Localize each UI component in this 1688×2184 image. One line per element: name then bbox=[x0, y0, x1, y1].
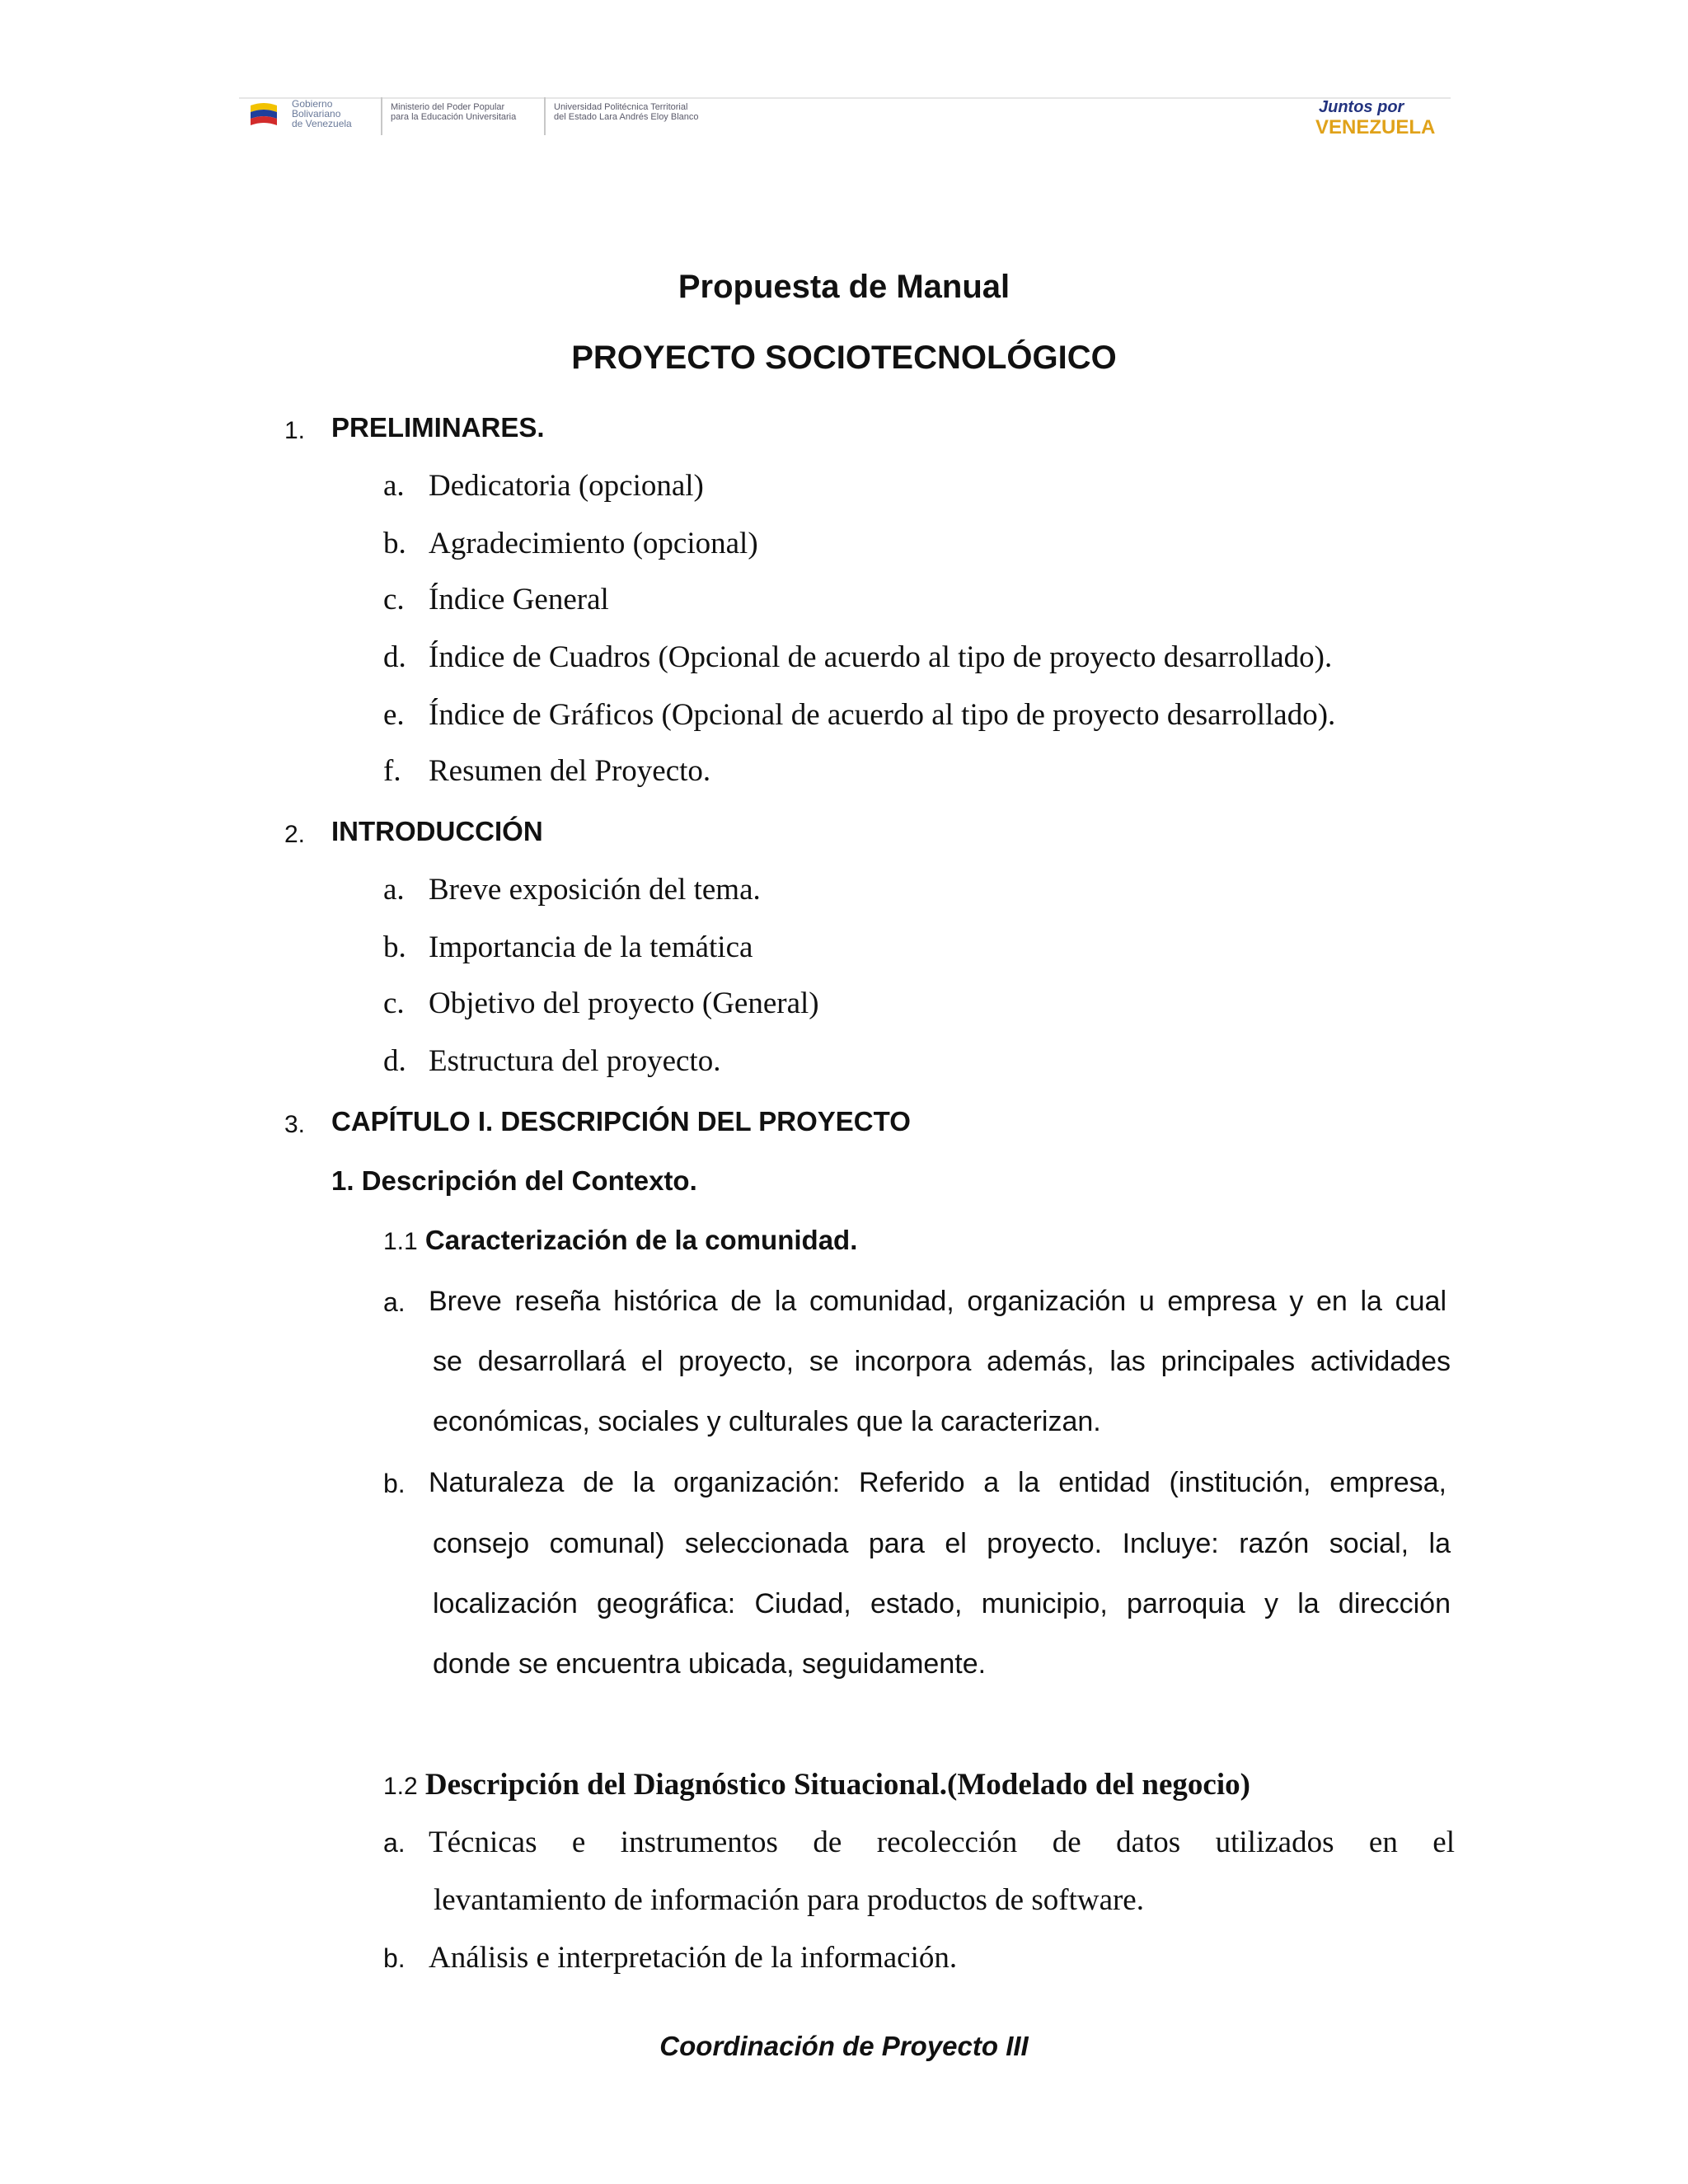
header-separator bbox=[381, 97, 382, 135]
government-label bbox=[292, 99, 352, 129]
university-line-1: Universidad Politécnica Territorial bbox=[554, 102, 688, 112]
subsection-title: Descripción del Diagnóstico Situacional.(Modelado del negocio) bbox=[424, 1768, 1250, 1802]
section-number: 1. bbox=[284, 417, 306, 444]
list-letter: b. bbox=[383, 930, 406, 964]
seal-line-1: Gobierno bbox=[292, 98, 333, 110]
paragraph-line: consejo comunal) seleccionada para el proyecto. Incluye: razón social, la bbox=[433, 1528, 1451, 1559]
subsection-heading: 1. Descripción del Contexto. bbox=[331, 1165, 697, 1196]
list-letter: a. bbox=[383, 1828, 406, 1858]
list-item: Resumen del Proyecto. bbox=[429, 754, 711, 788]
list-letter: a. bbox=[383, 1287, 406, 1317]
paragraph-line: Naturaleza de la organización: Referido a la entidad (institución, empresa, bbox=[429, 1467, 1447, 1498]
list-letter: a. bbox=[383, 873, 405, 907]
section-number: 2. bbox=[284, 821, 306, 848]
paragraph-line: Técnicas e instrumentos de recolección de datos utilizados en el bbox=[429, 1825, 1455, 1859]
paragraph-line: donde se encuentra ubicada, seguidamente. bbox=[433, 1648, 987, 1680]
paragraph-line: levantamiento de información para productos de software. bbox=[434, 1883, 1144, 1917]
paragraph-line: Análisis e interpretación de la información. bbox=[429, 1941, 958, 1975]
header-separator bbox=[544, 97, 546, 135]
university-line-2: del Estado Lara Andrés Eloy Blanco bbox=[554, 112, 699, 122]
subsection-number: 1.1 bbox=[383, 1228, 418, 1255]
section-heading: INTRODUCCIÓN bbox=[331, 816, 543, 846]
paragraph-line: localización geográfica: Ciudad, estado, municipio, parroquia y la dirección bbox=[433, 1588, 1451, 1619]
section-heading: PRELIMINARES. bbox=[331, 412, 545, 443]
list-letter: b. bbox=[383, 527, 406, 560]
seal-line-2: Bolivariano bbox=[292, 108, 341, 120]
list-letter: d. bbox=[383, 1044, 406, 1078]
paragraph-line: económicas, sociales y culturales que la caracterizan. bbox=[433, 1406, 1101, 1437]
list-letter: f. bbox=[383, 754, 401, 788]
paragraph-line: se desarrollará el proyecto, se incorpora además, las principales actividades bbox=[433, 1346, 1451, 1377]
list-item: Índice de Cuadros (Opcional de acuerdo al tipo de proyecto desarrollado). bbox=[429, 640, 1333, 674]
list-item: Dedicatoria (opcional) bbox=[429, 469, 704, 503]
ministry-label bbox=[391, 102, 516, 122]
paragraph-line: Breve reseña histórica de la comunidad, organización u empresa y en la cual bbox=[429, 1286, 1447, 1317]
list-item: Índice de Gráficos (Opcional de acuerdo al tipo de proyecto desarrollado). bbox=[429, 698, 1336, 732]
ministry-line-2: para la Educación Universitaria bbox=[391, 112, 517, 122]
list-item: Índice General bbox=[429, 583, 609, 616]
list-item: Objetivo del proyecto (General) bbox=[429, 987, 819, 1020]
list-item: Estructura del proyecto. bbox=[429, 1044, 721, 1078]
seal-line-3: de Venezuela bbox=[292, 118, 352, 129]
logo-text-bottom: VENEZUELA bbox=[1315, 116, 1436, 138]
subsection-number: 1.2 bbox=[383, 1773, 418, 1800]
document-subtitle: PROYECTO SOCIOTECNOLÓGICO bbox=[571, 340, 1117, 376]
list-letter: b. bbox=[383, 1943, 406, 1973]
subsection-1-2 bbox=[383, 1767, 1250, 1802]
logo-text-top: Juntos por bbox=[1319, 98, 1404, 116]
list-letter: b. bbox=[383, 1469, 406, 1498]
header-rule bbox=[239, 97, 1451, 99]
section-heading: CAPÍTULO I. DESCRIPCIÓN DEL PROYECTO bbox=[331, 1106, 911, 1137]
section-number: 3. bbox=[284, 1111, 306, 1138]
page-footer: Coordinación de Proyecto III bbox=[659, 2031, 1029, 2061]
subsection-title: Caracterización de la comunidad. bbox=[424, 1225, 858, 1255]
document-title: Propuesta de Manual bbox=[678, 269, 1010, 305]
venezuela-flag-icon bbox=[247, 99, 295, 134]
list-letter: d. bbox=[383, 640, 406, 674]
juntos-por-venezuela-logo bbox=[1312, 94, 1444, 140]
list-letter: c. bbox=[383, 987, 405, 1020]
list-letter: e. bbox=[383, 698, 405, 732]
subsection-1-1 bbox=[383, 1225, 857, 1256]
list-letter: c. bbox=[383, 583, 405, 616]
university-label bbox=[554, 102, 699, 122]
list-item: Breve exposición del tema. bbox=[429, 873, 761, 907]
ministry-line-1: Ministerio del Poder Popular bbox=[391, 102, 505, 112]
list-item: Agradecimiento (opcional) bbox=[429, 527, 758, 560]
list-letter: a. bbox=[383, 469, 405, 503]
list-item: Importancia de la temática bbox=[429, 930, 753, 964]
